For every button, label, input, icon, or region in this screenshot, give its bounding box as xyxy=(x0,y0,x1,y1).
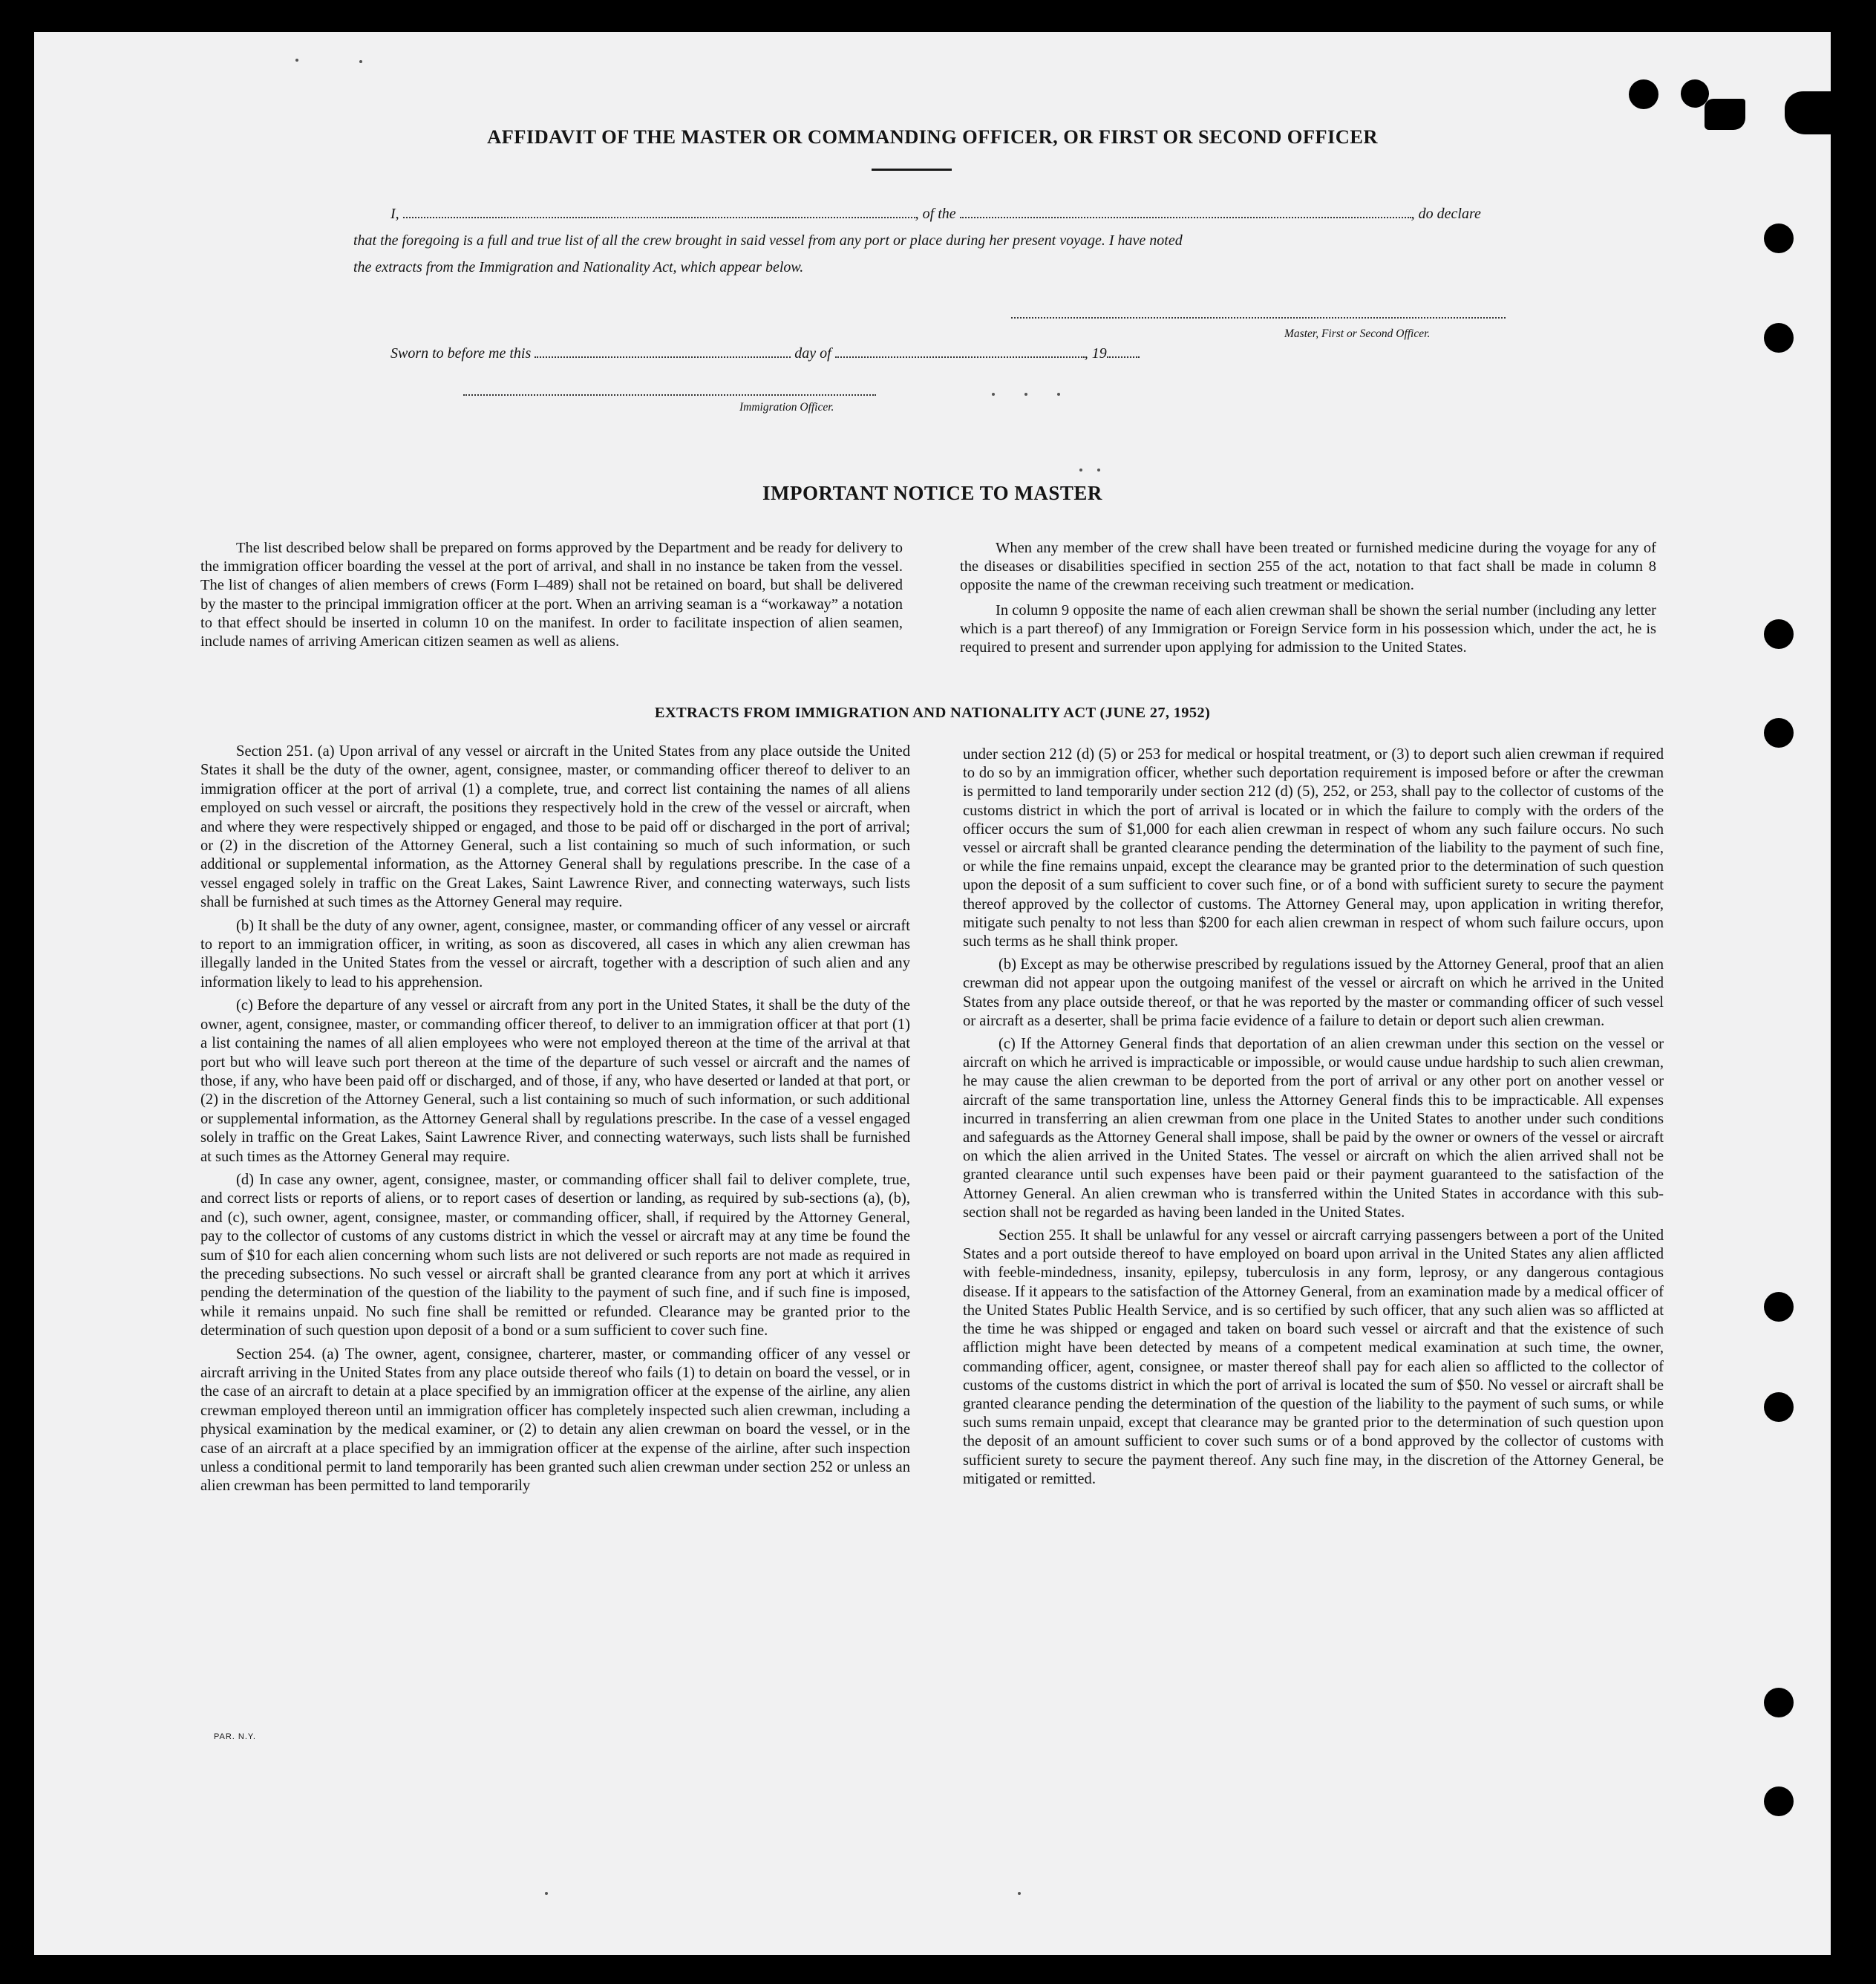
sworn-month-blank[interactable] xyxy=(835,356,1085,358)
paper-speck xyxy=(1018,1892,1021,1895)
declaration-line-2: the extracts from the Immigration and Nationality Act, which appear below. xyxy=(353,259,804,275)
i-label: I, xyxy=(390,206,399,222)
binder-hole xyxy=(1764,323,1794,353)
extracts-right-column xyxy=(963,745,1664,1489)
extract-paragraph: Section 254. (a) The owner, agent, consignee, charterer, master, or commanding officer of any vessel or aircraft arriving in the United States from any place outside thereof who fails (1) to detain on board the vessel, or in the case of an aircraft to detain at a place specified by an immigration officer at the expense of the airline, any alien crewman employed thereon until an immigration officer has completely inspected such alien crewman, including a physical examination by the medical examiner, or (2) to detain any alien crewman on board the vessel, or in the case of an aircraft at a place specified by an immigration officer at the expense of the airline, after such inspection unless a conditional permit to land temporarily has been granted such alien crewman under section 252 or unless an alien crewman has been permitted to land temporarily xyxy=(200,1345,910,1495)
paper-speck xyxy=(1079,469,1082,471)
paper-speck xyxy=(295,59,298,62)
notice-paragraph: The list described below shall be prepared on forms approved by the Department and be ready for delivery to the immigration officer boarding the vessel at the port of arrival, and shall in no instance be taken from the vessel. The list of changes of alien members of crews (Form I–489) shall not be retained on board, but shall be delivered by the master to the principal immigration officer at the port. When an arriving seaman is a “workaway” a notation to that effect should be inserted in column 10 on the manifest. In order to facilitate inspection of alien seamen, include names of arriving American citizen seamen as well as aliens. xyxy=(200,540,903,650)
master-signature-blank[interactable] xyxy=(1011,317,1506,319)
declarant-line xyxy=(390,206,1481,223)
binder-hole xyxy=(1764,1688,1794,1717)
extract-paragraph: (d) In case any owner, agent, consignee, master, or commanding officer shall fail to deliver complete, true, and correct lists or reports of aliens, or to report cases of desertion or landing, as required by sub-sections (a), (b), and (c), such owner, agent, consignee, master, or commanding officer, shall, if required by the Attorney General, pay to the collector of customs of any customs district in which the vessel or aircraft may at any time be found the sum of $10 for each alien concerning whom such lists are not delivered or such reports are not made as required in the preceding subsections. No such vessel or aircraft shall be granted clearance from any port at which it arrives pending the determination of the question of the liability to the payment of such fine, and if such fine is imposed, while it remains unpaid. No such fine shall be remitted or refunded. Clearance may be granted prior to the determination of such question upon deposit of a bond or a sum sufficient to cover such fine. xyxy=(200,1171,910,1339)
binder-hole xyxy=(1764,1292,1794,1322)
binder-hole xyxy=(1764,223,1794,253)
paper-speck xyxy=(992,393,995,396)
notice-title: IMPORTANT NOTICE TO MASTER xyxy=(762,482,1102,504)
immigration-officer-caption: Immigration Officer. xyxy=(739,401,834,414)
extract-paragraph: (b) Except as may be otherwise prescribed by regulations issued by the Attorney General, proof that an alien crewman did not appear upon the outgoing manifest of the vessel or aircraft on which he arrived in the United States from any place outside thereof, or that he was reported by the master or commanding officer of such vessel or aircraft as a deserter, shall be prima facie evidence of a failure to detain or deport such alien crewman. xyxy=(963,956,1664,1029)
binder-hole xyxy=(1764,619,1794,649)
paper-speck xyxy=(1097,469,1100,471)
name-blank[interactable] xyxy=(403,217,915,218)
paper-speck xyxy=(1057,393,1060,396)
of-the-label: , of the xyxy=(915,206,956,222)
notice-left-column xyxy=(200,539,903,651)
extracts-left-column xyxy=(200,743,910,1496)
year-prefix: , 19 xyxy=(1084,345,1107,362)
master-signature-caption: Master, First or Second Officer. xyxy=(1284,327,1431,340)
notice-paragraph: In column 9 opposite the name of each alien crewman shall be shown the serial number (including any letter which is a part thereof) of any Immigration or Foreign Service form in his possession which, under the act, he is required to present and surrender upon applying for admission to the United States. xyxy=(960,601,1656,656)
extract-paragraph: Section 255. It shall be unlawful for any vessel or aircraft carrying passengers between a port of the United States and a port outside thereof to have employed on board upon arrival in the United States any alien afflicted with feeble-mindedness, insanity, epilepsy, tuberculosis in any form, leprosy, or any dangerous contagious disease. If it appears to the satisfaction of the Attorney General, from an examination made by a medical officer of the United States Public Health Service, and is so certified by such officer, that any such alien was so afflicted at the time he was shipped or engaged and taken on board such vessel or aircraft and that the existence of such affliction might have been detected by means of a competent medical examination at such time, the owner, commanding officer, agent, consignee, or master thereof shall pay for each alien so afflicted to the collector of customs of the customs district in which the port of arrival is located the sum of $50. No vessel or aircraft shall be granted clearance pending the determination of the question of the liability to the payment of such sums, or while such sums remain unpaid, except that clearance may be granted prior to the determination of such question upon the deposit of an amount sufficient to cover such sums or of a bond approved by the collector of customs with sufficient surety to secure the payment thereof. Any such fine may, in the discretion of the Attorney General, be mitigated or remitted. xyxy=(963,1227,1664,1487)
binder-hole xyxy=(1629,79,1658,109)
sworn-year-blank[interactable] xyxy=(1107,356,1140,358)
printer-mark: PAR. N.Y. xyxy=(214,1732,256,1741)
extract-paragraph: (b) It shall be the duty of any owner, agent, consignee, master, or commanding officer of any vessel or aircraft to report to an immigration officer, in writing, as soon as discovered, all cases in which any alien crewman has illegally landed in the United States from the vessel or aircraft, together with a description of such alien and any information likely to lead to his apprehension. xyxy=(200,917,910,991)
extract-paragraph: (c) If the Attorney General finds that deportation of an alien crewman under this section on the vessel or aircraft on which he arrived is impracticable or impossible, or would cause undue hardship to such alien crewman, he may cause the alien crewman to be deported from the port of arrival or any other port on another vessel or aircraft of the same transportation line, unless the Attorney General finds this to be impracticable. All expenses incurred in transferring an alien crewman from one place in the United States to another under such conditions and safeguards as the Attorney General shall impose, shall be paid by the owner or owners of the vessel or aircraft on which the alien arrived in the United States. The vessel or aircraft on which the alien arrived shall not be granted clearance until such expenses have been paid or their payment guaranteed to the satisfaction of the Attorney General. An alien crewman who is transferred within the United States in accordance with this sub-section shall not be regarded as having been landed in the United States. xyxy=(963,1036,1664,1221)
affidavit-title: AFFIDAVIT OF THE MASTER OR COMMANDING OFFICER, OR FIRST OR SECOND OFFICER xyxy=(487,125,1378,148)
binder-hole xyxy=(1764,1786,1794,1816)
binder-hole xyxy=(1764,718,1794,748)
notice-paragraph: When any member of the crew shall have been treated or furnished medicine during the voyage for any of the diseases or disabilities specified in section 255 of the act, notation to that fact shall be made in column 8 opposite the name of the crewman receiving such treatment or medication. xyxy=(960,540,1656,594)
binder-hole xyxy=(1764,1392,1794,1422)
sworn-line xyxy=(390,345,1140,362)
do-declare-label: , do declare xyxy=(1411,206,1481,222)
sworn-day-blank[interactable] xyxy=(535,356,791,358)
extract-paragraph: (c) Before the departure of any vessel or aircraft from any port in the United States, it shall be the duty of the owner, agent, consignee, master, or commanding officer thereof, to deliver to an immigration officer at that port (1) a list containing the names of all alien employees who were not employed thereon at the time of the arrival at that port but who will leave such port thereon at the time of the departure of such vessel or aircraft and the names of those, if any, who have been paid off or discharged, and of those, if any, who have deserted or landed at that port, or (2) in the discretion of the Attorney General, such a list containing so much of such information, or such additional or supplemental information, as the Attorney General shall by regulations prescribe. In the case of a vessel engaged solely in traffic on the Great Lakes, Saint Lawrence River, and connecting waterways, such lists shall be furnished at such times as the Attorney General may require. xyxy=(200,997,910,1165)
document-page xyxy=(34,32,1831,1955)
paper-speck xyxy=(359,60,362,63)
extract-paragraph: Section 251. (a) Upon arrival of any vessel or aircraft in the United States from any place outside the United States it shall be the duty of the owner, agent, consignee, master, or commanding officer thereof to deliver to an immigration officer at the port of arrival (1) a complete, true, and correct list containing the names of all aliens employed on such vessel or aircraft, the positions they respectively hold in the crew of the vessel or aircraft, when and where they were respectively shipped or engaged, and those to be paid off or discharged in the port of arrival; or (2) in the discretion of the Attorney General, such a list containing so much of such information, or such additional or supplemental information, as the Attorney General shall by regulations prescribe. In the case of a vessel engaged solely in traffic on the Great Lakes, Saint Lawrence River, and connecting waterways, such lists shall be furnished at such times as the Attorney General may require. xyxy=(200,743,910,911)
vessel-blank[interactable] xyxy=(960,217,1411,218)
day-of-label: day of xyxy=(794,345,831,362)
sworn-label: Sworn to before me this xyxy=(390,345,532,362)
declaration-line-1: that the foregoing is a full and true list of all the crew brought in said vessel from any port or place during her present voyage. I have noted xyxy=(353,232,1183,249)
title-underline xyxy=(872,169,952,171)
extracts-title: EXTRACTS FROM IMMIGRATION AND NATIONALITY ACT (JUNE 27, 1952) xyxy=(654,705,1211,721)
extract-paragraph: under section 212 (d) (5) or 253 for medical or hospital treatment, or (3) to deport such alien crewman if required to do so by an immigration officer, whether such deportation requirement is imposed before or after the crewman is permitted to land temporarily under section 212 (d) (5), 252, or 253, shall pay to the collector of customs of the customs district in which the port of arrival is located or in which the failure to comply with the orders of the officer occurs the sum of $1,000 for each alien crewman in respect of whom any such failure occurs. No such vessel or aircraft shall be granted clearance pending the determination of the liability to the payment of such fine, or while the fine remains unpaid, except the clearance may be granted prior to the determination of such question upon the deposit of a sum sufficient to cover such fine, or of a bond with sufficient surety to secure the payment thereof approved by the collector of customs. The Attorney General may, upon application in writing therefor, mitigate such penalty to not less than $200 for each alien crewman in respect of whom such failure occurs, upon such terms as he shall think proper. xyxy=(963,746,1664,950)
paper-speck xyxy=(545,1892,548,1895)
paper-speck xyxy=(1024,393,1027,396)
notice-right-column xyxy=(960,539,1656,657)
immigration-officer-signature-blank[interactable] xyxy=(463,394,876,396)
